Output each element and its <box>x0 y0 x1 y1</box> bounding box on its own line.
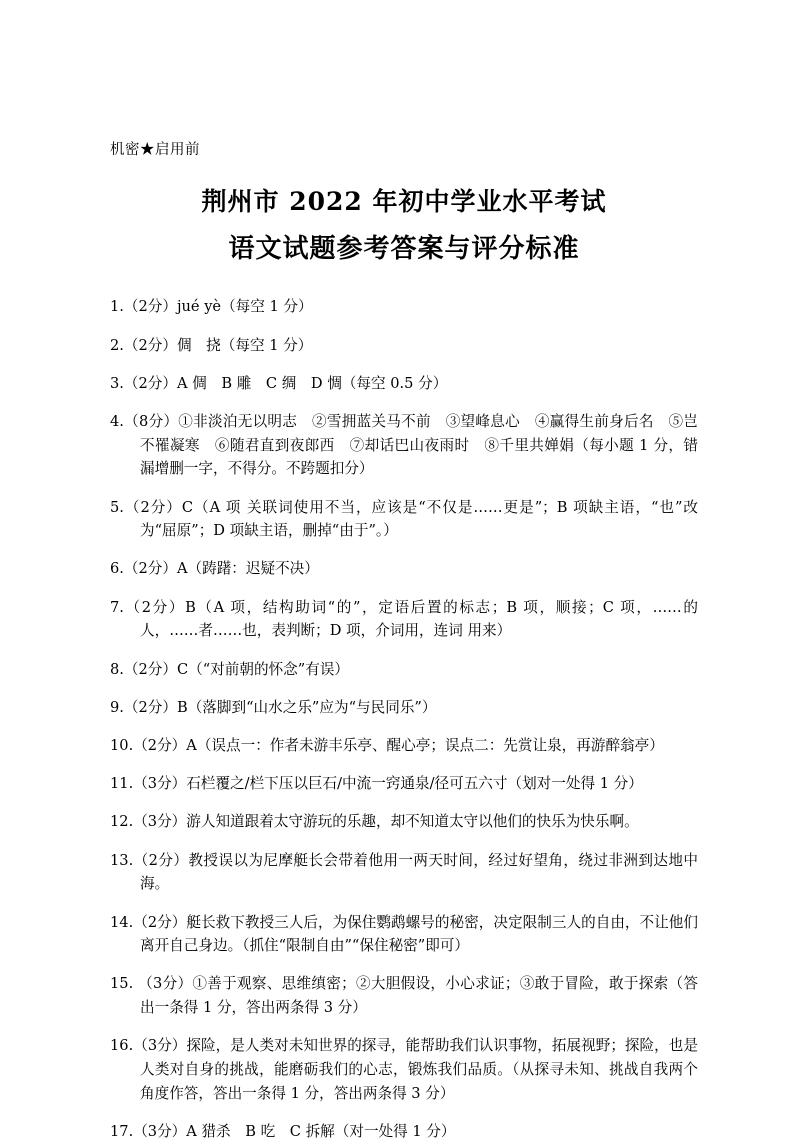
answer-item: 15. （3分）①善于观察、思维缜密；②大胆假设，小心求证；③敢于冒险，敢于探索（答出一条得 1 分，答出两条得 3 分） <box>110 975 698 1017</box>
answer-item: 6.（2分）A（踌躇：迟疑不决） <box>110 560 319 578</box>
answer-item: 3.（2分）A 倜 B 雕 C 绸 D 惆（每空 0.5 分） <box>110 374 448 392</box>
answer-item: 10.（2分）A（误点一：作者未游丰乐亭、醒心亭；误点二：先赏让泉，再游醉翁亭） <box>110 736 664 754</box>
answer-item: 16.（3分）探险，是人类对未知世界的探寻，能帮助我们认识事物，拓展视野；探险，也是人类对自身的挑战，能磨砺我们的心志，锻炼我们品质。（从探寻未知、挑战自我两个角度作答，答出一条得 1 分，答出两条得 3 分） <box>110 1037 698 1102</box>
answer-item: 9.（2分）B（落脚到“山水之乐”应为“与民同乐”） <box>110 698 437 716</box>
answer-item: 12.（3分）游人知道跟着太守游玩的乐趣，却不知道太守以他们的快乐为快乐啊。 <box>110 813 639 831</box>
page-title-line-2: 语文试题参考答案与评分标准 <box>228 234 580 265</box>
answer-item: 14.（2分）艇长救下教授三人后，为保住鹦鹉螺号的秘密，决定限制三人的自由，不让他们离开自己身边。（抓住“限制自由”“保住秘密”即可） <box>110 913 698 955</box>
answer-item: 11.（3分）石栏覆之/栏下压以巨石/中流一窍通泉/径可五六寸（划对一处得 1 分） <box>110 775 643 793</box>
answer-list <box>110 295 698 1143</box>
answer-item: 13.（2分）教授误以为尼摩艇长会带着他用一两天时间，经过好望角，绕过非洲到达地中海。 <box>110 851 698 893</box>
answer-item: 17.（3分）A 猎杀 B 吃 C 拆解（对一处得 1 分） <box>110 1122 456 1140</box>
answer-item: 7.（2分）B（A 项，结构助词“的”，定语后置的标志；B 项，顺接；C 项，……的人，……者……也，表判断；D 项，介词用，连词 用来） <box>110 598 698 640</box>
confidential-notice: 机密★启用前 <box>110 142 200 158</box>
page-title-line-1: 荆州市 2022 年初中学业水平考试 <box>201 187 607 217</box>
answer-item: 8.（2分）C（“对前朝的怀念”有误） <box>110 660 350 678</box>
answer-item: 5.（2分）C（A 项 关联词使用不当，应该是“不仅是……更是”；B 项缺主语，“也”改为“屈原”；D 项缺主语，删掉“由于”。） <box>110 498 698 540</box>
answer-item: 2.（2分）倜 挠（每空 1 分） <box>110 336 313 354</box>
answer-item: 1.（2分）jué yè（每空 1 分） <box>110 298 313 316</box>
answer-item: 4.（8分）①非淡泊无以明志 ②雪拥蓝关马不前 ③望峰息心 ④赢得生前身后名 ⑤岂不罹凝寒 ⑥随君直到夜郎西 ⑦却话巴山夜雨时 ⑧千里共婵娟（每小题 1 分，错漏增删一字，不得分。不跨题扣分） <box>110 413 698 478</box>
